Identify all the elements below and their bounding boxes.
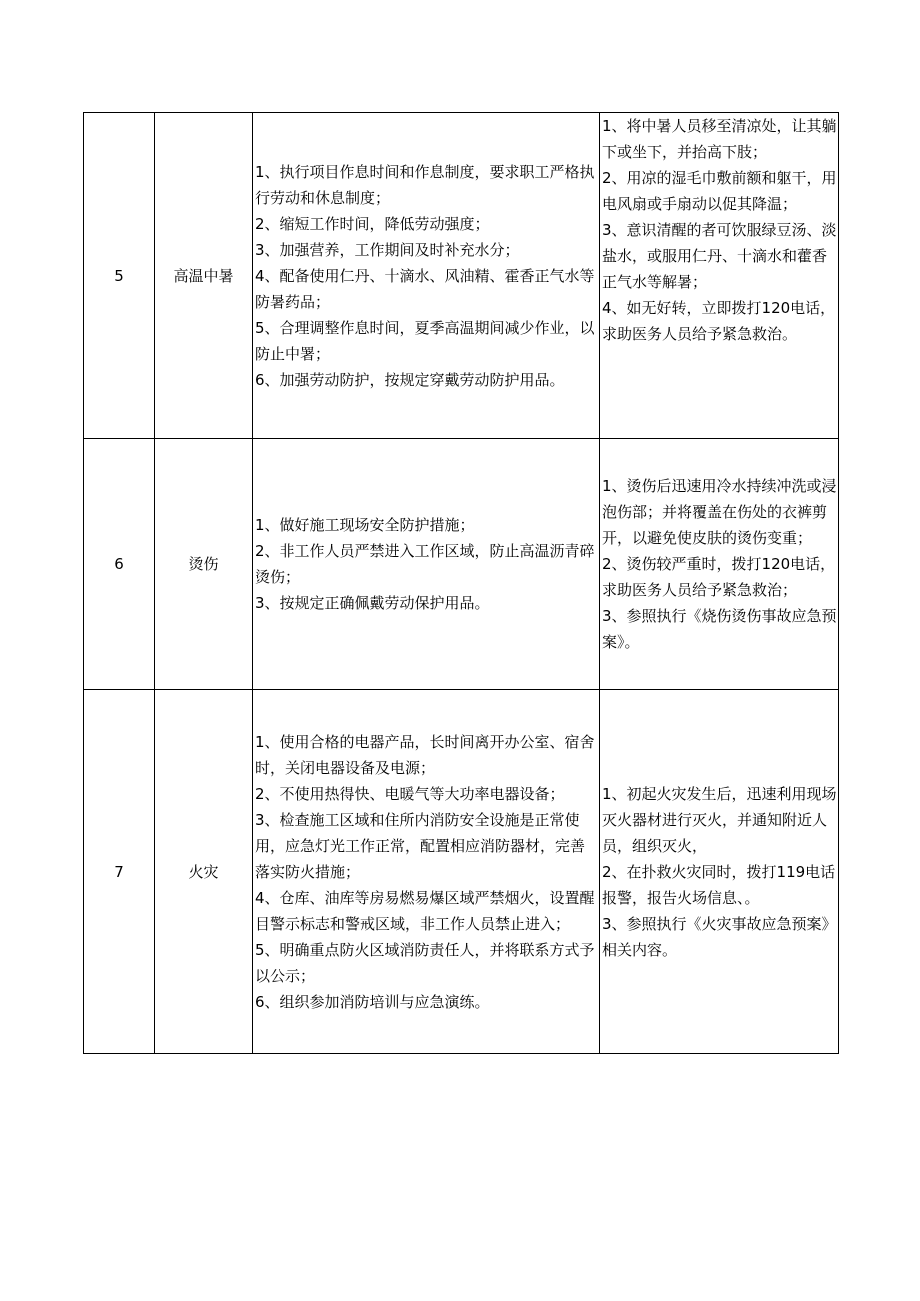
row-number: 6 — [84, 439, 155, 690]
response-item: 2、烫伤较严重时，拨打120电话，求助医务人员给予紧急救治； — [602, 555, 836, 599]
table-row — [84, 113, 839, 439]
response-item: 3、意识清醒的者可饮服绿豆汤、淡盐水，或服用仁丹、十滴水和藿香正气水等解暑； — [602, 221, 837, 291]
prevention-item: 1、执行项目作息时间和作息制度，要求职工严格执行劳动和休息制度； — [255, 162, 595, 207]
prevention-item: 4、仓库、油库等房易燃易爆区域严禁烟火，设置醒目警示标志和警戒区域，非工作人员禁止进入； — [255, 888, 595, 933]
row-number: 5 — [84, 113, 155, 439]
row-number: 7 — [84, 690, 155, 1054]
response-item: 2、用凉的湿毛巾敷前额和躯干，用电风扇或手扇动以促其降温； — [602, 169, 837, 213]
prevention-measures — [253, 690, 600, 1054]
prevention-measures — [253, 113, 600, 439]
prevention-item: 6、组织参加消防培训与应急演练。 — [255, 992, 490, 1011]
prevention-item: 6、加强劳动防护，按规定穿戴劳动防护用品。 — [255, 370, 565, 389]
prevention-item: 1、做好施工现场安全防护措施； — [255, 516, 475, 534]
prevention-item: 3、检查施工区域和住所内消防安全设施是正常使用，应急灯光工作正常，配置相应消防器材，完善落实防火措施； — [255, 810, 586, 881]
prevention-item: 4、配备使用仁丹、十滴水、风油精、霍香正气水等防暑药品； — [255, 266, 595, 311]
response-item: 1、将中暑人员移至清凉处，让其躺下或坐下，并抬高下肢； — [602, 117, 837, 161]
prevention-item: 2、不使用热得快、电暖气等大功率电器设备； — [255, 784, 565, 803]
prevention-item: 3、加强营养，工作期间及时补充水分； — [255, 240, 520, 259]
prevention-item: 3、按规定正确佩戴劳动保护用品。 — [255, 594, 490, 612]
response-item: 1、烫伤后迅速用冷水持续冲洗或浸泡伤部；并将覆盖在伤处的衣裤剪开，以避免使皮肤的烫伤变重； — [602, 477, 837, 547]
hazard-name: 高温中暑 — [155, 113, 253, 439]
prevention-measures — [253, 439, 600, 690]
table-row — [84, 690, 839, 1054]
prevention-item: 2、非工作人员严禁进入工作区域，防止高温沥青碎烫伤； — [255, 542, 595, 586]
prevention-item: 1、使用合格的电器产品，长时间离开办公室、宿舍时，关闭电器设备及电源； — [255, 732, 595, 777]
emergency-response — [600, 113, 839, 439]
hazard-name: 火灾 — [155, 690, 253, 1054]
prevention-item: 2、缩短工作时间，降低劳动强度； — [255, 214, 490, 233]
prevention-item: 5、明确重点防火区域消防责任人，并将联系方式予以公示； — [255, 940, 595, 985]
response-item: 4、如无好转，立即拨打120电话，求助医务人员给予紧急救治。 — [602, 299, 836, 343]
response-item: 2、在扑救火灾同时，拨打119电话报警，报告火场信息、。 — [602, 862, 836, 907]
response-item: 3、参照执行《烧伤烫伤事故应急预案》。 — [602, 607, 837, 651]
table-row — [84, 439, 839, 690]
risk-table — [83, 112, 839, 1054]
emergency-response — [600, 690, 839, 1054]
response-item: 3、参照执行《火灾事故应急预案》相关内容。 — [602, 914, 837, 959]
response-item: 1、初起火灾发生后，迅速利用现场灭火器材进行灭火，并通知附近人员，组织灭火， — [602, 784, 837, 855]
hazard-name: 烫伤 — [155, 439, 253, 690]
prevention-item: 5、合理调整作息时间，夏季高温期间减少作业，以防止中署； — [255, 318, 595, 363]
emergency-response — [600, 439, 839, 690]
